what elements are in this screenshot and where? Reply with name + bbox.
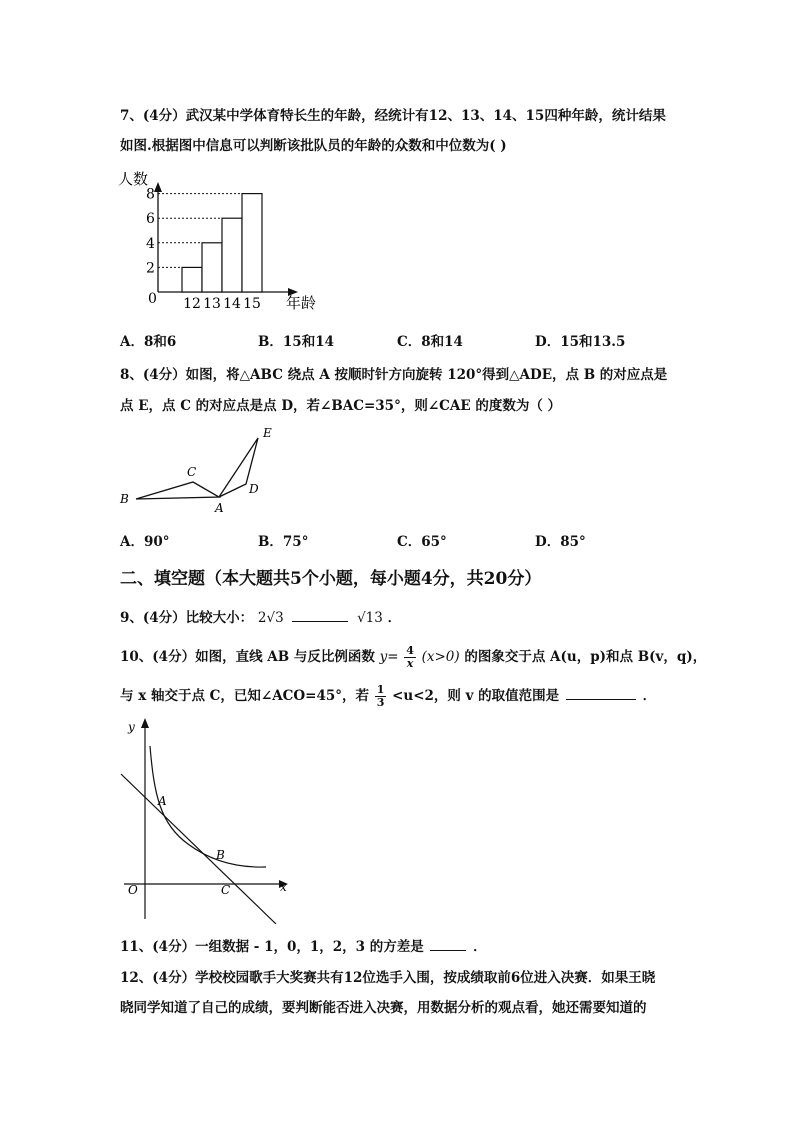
q7-option-b[interactable]: B．15和14 — [258, 334, 334, 350]
q10-func-condition: (x>0) — [421, 649, 460, 665]
q10-line2-end: ． — [642, 688, 657, 704]
y-tick-label: 8 — [146, 186, 155, 203]
q10-line2 — [120, 684, 656, 709]
q10-line1 — [120, 645, 706, 670]
q10-func-denominator: x — [406, 657, 414, 670]
q10-y-arrow — [141, 718, 149, 728]
q10-graph-figure — [116, 714, 316, 924]
q10-label-b: B — [216, 848, 225, 862]
q8-option-d[interactable]: D．85° — [535, 534, 586, 550]
q8-label-c: C — [187, 465, 197, 479]
y-axis-arrow — [154, 182, 162, 192]
q7-stem-line2: 如图.根据图中信息可以判断该批队员的年龄的众数和中位数为( ) — [120, 138, 507, 154]
q11-text: 11、(4分）一组数据 - 1，0，1，2，3 的方差是 — [120, 939, 424, 955]
y-tick-label: 6 — [146, 211, 155, 228]
y-tick-label: 4 — [146, 235, 155, 252]
q11-line — [120, 935, 487, 955]
q10-func-lhs: y= — [379, 649, 399, 665]
q7-option-c[interactable]: C．8和14 — [397, 334, 463, 350]
x-tick-label: 14 — [223, 296, 241, 312]
q10-answer-blank[interactable] — [566, 687, 636, 700]
q7-bar-chart — [116, 166, 336, 316]
y-axis-label: 人数 — [118, 170, 149, 188]
bar — [182, 267, 202, 292]
q8-option-a[interactable]: A．90° — [120, 534, 170, 550]
q10-label-c: C — [221, 883, 231, 897]
q10-line-ab — [121, 774, 276, 924]
q10-line2-mid: <u<2，则 v 的取值范围是 — [392, 688, 560, 704]
q9-line — [120, 606, 401, 626]
q9-expr-b: √13 — [357, 610, 383, 626]
q10-func-numerator: 4 — [406, 644, 414, 657]
x-tick-label: 12 — [183, 296, 201, 312]
q10-ineq-fraction — [375, 684, 387, 709]
q9-end: ． — [387, 610, 402, 626]
q10-line2-start: 与 x 轴交于点 C，已知∠ACO=45°，若 — [120, 688, 370, 704]
q10-line1-end: 的图象交于点 A(u，p)和点 B(v，q)， — [464, 649, 707, 665]
q8-stem-line1: 8、(4分）如图，将△ABC 绕点 A 按顺时针方向旋转 120°得到△ADE，点 B 的对应点是 — [120, 367, 668, 383]
q10-label-x: x — [280, 880, 287, 894]
q10-label-y: y — [128, 720, 135, 734]
q8-triangle-abc — [136, 482, 219, 499]
x-tick-label: 15 — [243, 296, 261, 312]
bar — [202, 243, 222, 292]
bar — [242, 194, 262, 292]
q10-ineq-numerator: 1 — [376, 683, 385, 696]
q10-label-o: O — [128, 883, 138, 897]
section-2-heading: 二、填空题（本大题共5个小题，每小题4分，共20分） — [120, 569, 542, 589]
q7-option-a[interactable]: A．8和6 — [120, 334, 177, 350]
q10-func-fraction — [404, 645, 416, 670]
bar — [222, 218, 242, 292]
q9-answer-blank[interactable] — [292, 609, 348, 622]
q12-line1: 12、(4分）学校校园歌手大奖赛共有12位选手入围，按成绩取前6位进入决赛．如果王晓 — [120, 970, 656, 986]
q8-stem-line2: 点 E，点 C 的对应点是点 D，若∠BAC=35°，则∠CAE 的度数为（ ） — [120, 398, 562, 414]
q7-stem-line1: 7、(4分）武汉某中学体育特长生的年龄，经统计有12、13、14、15四种年龄，统计结果 — [120, 108, 666, 124]
q8-option-c[interactable]: C．65° — [397, 534, 447, 550]
q11-answer-blank[interactable] — [430, 938, 466, 951]
q8-triangle-figure — [116, 424, 286, 514]
q10-label-a: A — [158, 794, 167, 808]
y-tick-label: 2 — [146, 260, 155, 277]
q11-end: ． — [473, 939, 487, 955]
q9-expr-a: 2√3 — [257, 610, 284, 626]
q10-ineq-denominator: 3 — [376, 696, 385, 709]
q8-label-d: D — [249, 482, 259, 496]
q9-prefix: 9、(4分）比较大小： — [120, 610, 254, 626]
q10-hyperbola — [150, 746, 266, 867]
x-tick-label: 13 — [203, 296, 221, 312]
q7-option-d[interactable]: D．15和13.5 — [535, 334, 626, 350]
q8-label-a: A — [215, 501, 224, 514]
y-tick-label: 0 — [148, 291, 157, 307]
q12-line2: 晓同学知道了自己的成绩，要判断能否进入决赛，用数据分析的观点看，她还需要知道的 — [120, 1000, 647, 1016]
x-axis-label: 年龄 — [286, 294, 317, 312]
q8-label-e: E — [263, 426, 272, 440]
q10-line1-start: 10、(4分）如图，直线 AB 与反比例函数 — [120, 649, 375, 665]
q8-label-b: B — [120, 492, 129, 506]
q8-option-b[interactable]: B．75° — [258, 534, 309, 550]
